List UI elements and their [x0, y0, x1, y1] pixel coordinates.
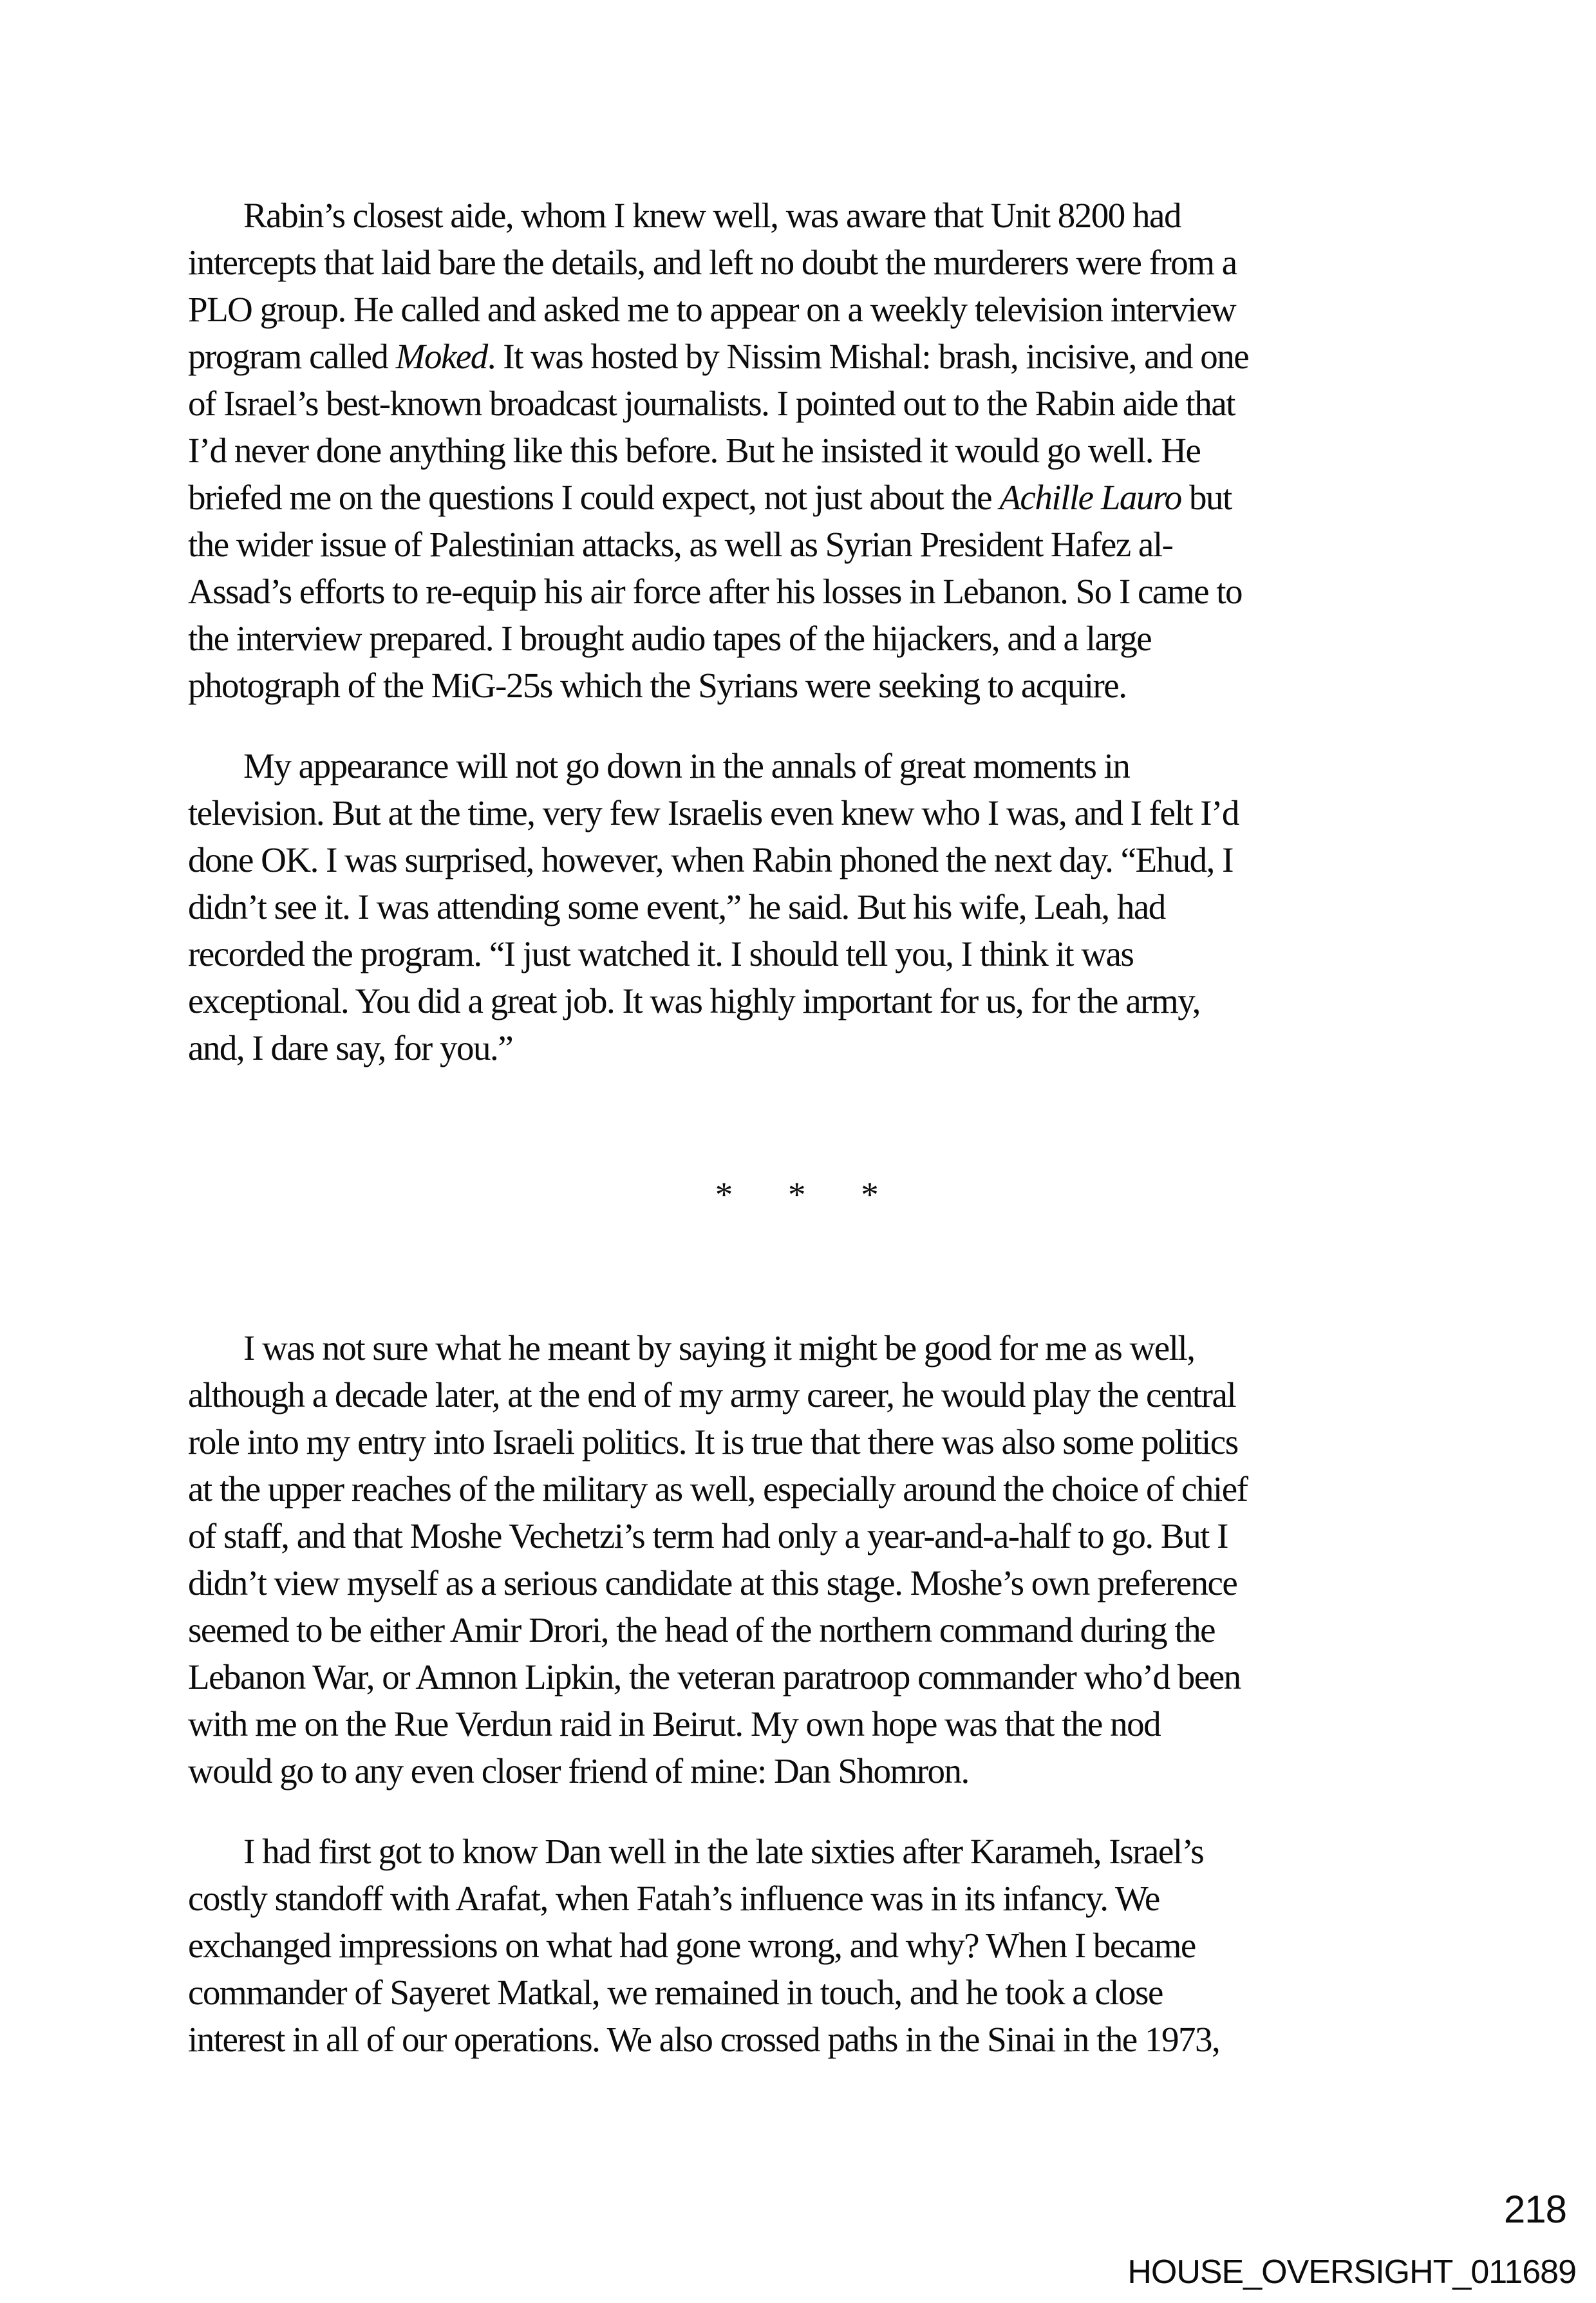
text-segment: briefed me on the questions I could expect, not just about the — [188, 478, 1000, 517]
text-line — [188, 930, 1405, 977]
text-segment: commander of Sayeret Matkal, we remained in touch, and he took a close — [188, 1973, 1163, 2012]
text-segment: didn’t view myself as a serious candidate at this stage. Moshe’s own preference — [188, 1563, 1237, 1603]
text-segment: I’d never done anything like this before. But he insisted it would go well. He — [188, 431, 1201, 470]
text-line — [188, 239, 1405, 286]
text-segment: PLO group. He called and asked me to appear on a weekly television interview — [188, 290, 1236, 329]
text-line — [188, 836, 1405, 883]
text-segment: . It was hosted by Nissim Mishal: brash, incisive, and one — [487, 337, 1249, 376]
text-segment: exchanged impressions on what had gone wrong, and why? When I became — [188, 1926, 1196, 1965]
text-line — [188, 1512, 1405, 1559]
text-segment: would go to any even closer friend of mine: Dan Shomron. — [188, 1751, 969, 1791]
text-segment: photograph of the MiG-25s which the Syrians were seeking to acquire. — [188, 666, 1127, 705]
text-segment: exceptional. You did a great job. It was highly important for us, for the army, — [188, 981, 1200, 1020]
text-line — [188, 1969, 1405, 2016]
text-segment: Assad’s efforts to re-equip his air force after his losses in Lebanon. So I came to — [188, 572, 1243, 611]
text-segment: of staff, and that Moshe Vechetzi’s term had only a year-and-a-half to go. But I — [188, 1516, 1228, 1556]
text-segment: interest in all of our operations. We also crossed paths in the Sinai in the 1973, — [188, 2020, 1220, 2059]
text-line — [188, 474, 1405, 521]
text-line — [188, 742, 1405, 789]
text-line — [188, 568, 1405, 615]
text-segment: done OK. I was surprised, however, when Rabin phoned the next day. “Ehud, I — [188, 840, 1233, 879]
text-segment: with me on the Rue Verdun raid in Beirut. My own hope was that the nod — [188, 1704, 1161, 1744]
text-line — [188, 380, 1405, 427]
text-segment: I had first got to know Dan well in the late sixties after Karameh, Israel’s — [243, 1832, 1204, 1871]
text-line — [188, 662, 1405, 709]
section-separator: * * * — [715, 1175, 878, 1214]
text-line — [188, 1700, 1405, 1747]
text-line — [188, 789, 1405, 836]
text-line — [188, 1418, 1405, 1465]
paragraph — [188, 1828, 1405, 2063]
text-line — [188, 883, 1405, 930]
text-line — [188, 192, 1405, 239]
text-segment: role into my entry into Israeli politics. It is true that there was also some politics — [188, 1422, 1238, 1462]
text-line — [188, 1606, 1405, 1653]
text-line — [188, 1828, 1405, 1875]
italic-text: Moked — [395, 337, 487, 376]
text-line — [188, 2016, 1405, 2063]
bates-stamp: HOUSE_OVERSIGHT_011689 — [1127, 2253, 1576, 2291]
text-line — [188, 286, 1405, 333]
text-line — [188, 1653, 1405, 1700]
text-segment: I was not sure what he meant by saying it might be good for me as well, — [243, 1328, 1195, 1368]
body-text — [188, 192, 1405, 2096]
paragraph — [188, 192, 1405, 709]
text-segment: Rabin’s closest aide, whom I knew well, was aware that Unit 8200 had — [243, 196, 1181, 235]
text-segment: My appearance will not go down in the annals of great moments in — [243, 746, 1130, 785]
text-line — [188, 521, 1405, 568]
text-line — [188, 427, 1405, 474]
text-segment: at the upper reaches of the military as well, especially around the choice of chief — [188, 1469, 1248, 1509]
text-line — [188, 1747, 1405, 1794]
text-segment: Lebanon War, or Amnon Lipkin, the veteran paratroop commander who’d been — [188, 1657, 1241, 1697]
text-line — [188, 1371, 1405, 1418]
text-segment: the interview prepared. I brought audio tapes of the hijackers, and a large — [188, 619, 1152, 658]
text-line — [188, 1324, 1405, 1371]
text-segment: television. But at the time, very few Israelis even knew who I was, and I felt I’d — [188, 793, 1239, 832]
text-line — [188, 333, 1405, 380]
text-segment: didn’t see it. I was attending some event,” he said. But his wife, Leah, had — [188, 887, 1165, 926]
page-number: 218 — [1503, 2188, 1566, 2231]
text-segment: program called — [188, 337, 396, 376]
text-line — [188, 1559, 1405, 1606]
italic-text: Achille Lauro — [999, 478, 1181, 517]
text-segment: costly standoff with Arafat, when Fatah’s influence was in its infancy. We — [188, 1879, 1159, 1918]
text-line — [188, 1875, 1405, 1922]
text-segment: although a decade later, at the end of my army career, he would play the central — [188, 1375, 1236, 1415]
text-segment: intercepts that laid bare the details, and left no doubt the murderers were from a — [188, 243, 1237, 282]
text-line — [188, 1922, 1405, 1969]
text-line — [188, 615, 1405, 662]
text-segment: the wider issue of Palestinian attacks, as well as Syrian President Hafez al- — [188, 525, 1173, 564]
text-segment: of Israel’s best-known broadcast journalists. I pointed out to the Rabin aide that — [188, 384, 1235, 423]
text-segment: recorded the program. “I just watched it. I should tell you, I think it was — [188, 934, 1134, 973]
text-line — [188, 1465, 1405, 1512]
paragraph — [188, 742, 1405, 1071]
text-segment: but — [1181, 478, 1232, 517]
text-line — [188, 977, 1405, 1024]
text-segment: and, I dare say, for you.” — [188, 1028, 513, 1067]
paragraph — [188, 1324, 1405, 1794]
text-line — [188, 1024, 1405, 1071]
text-segment: seemed to be either Amir Drori, the head of the northern command during the — [188, 1610, 1216, 1650]
